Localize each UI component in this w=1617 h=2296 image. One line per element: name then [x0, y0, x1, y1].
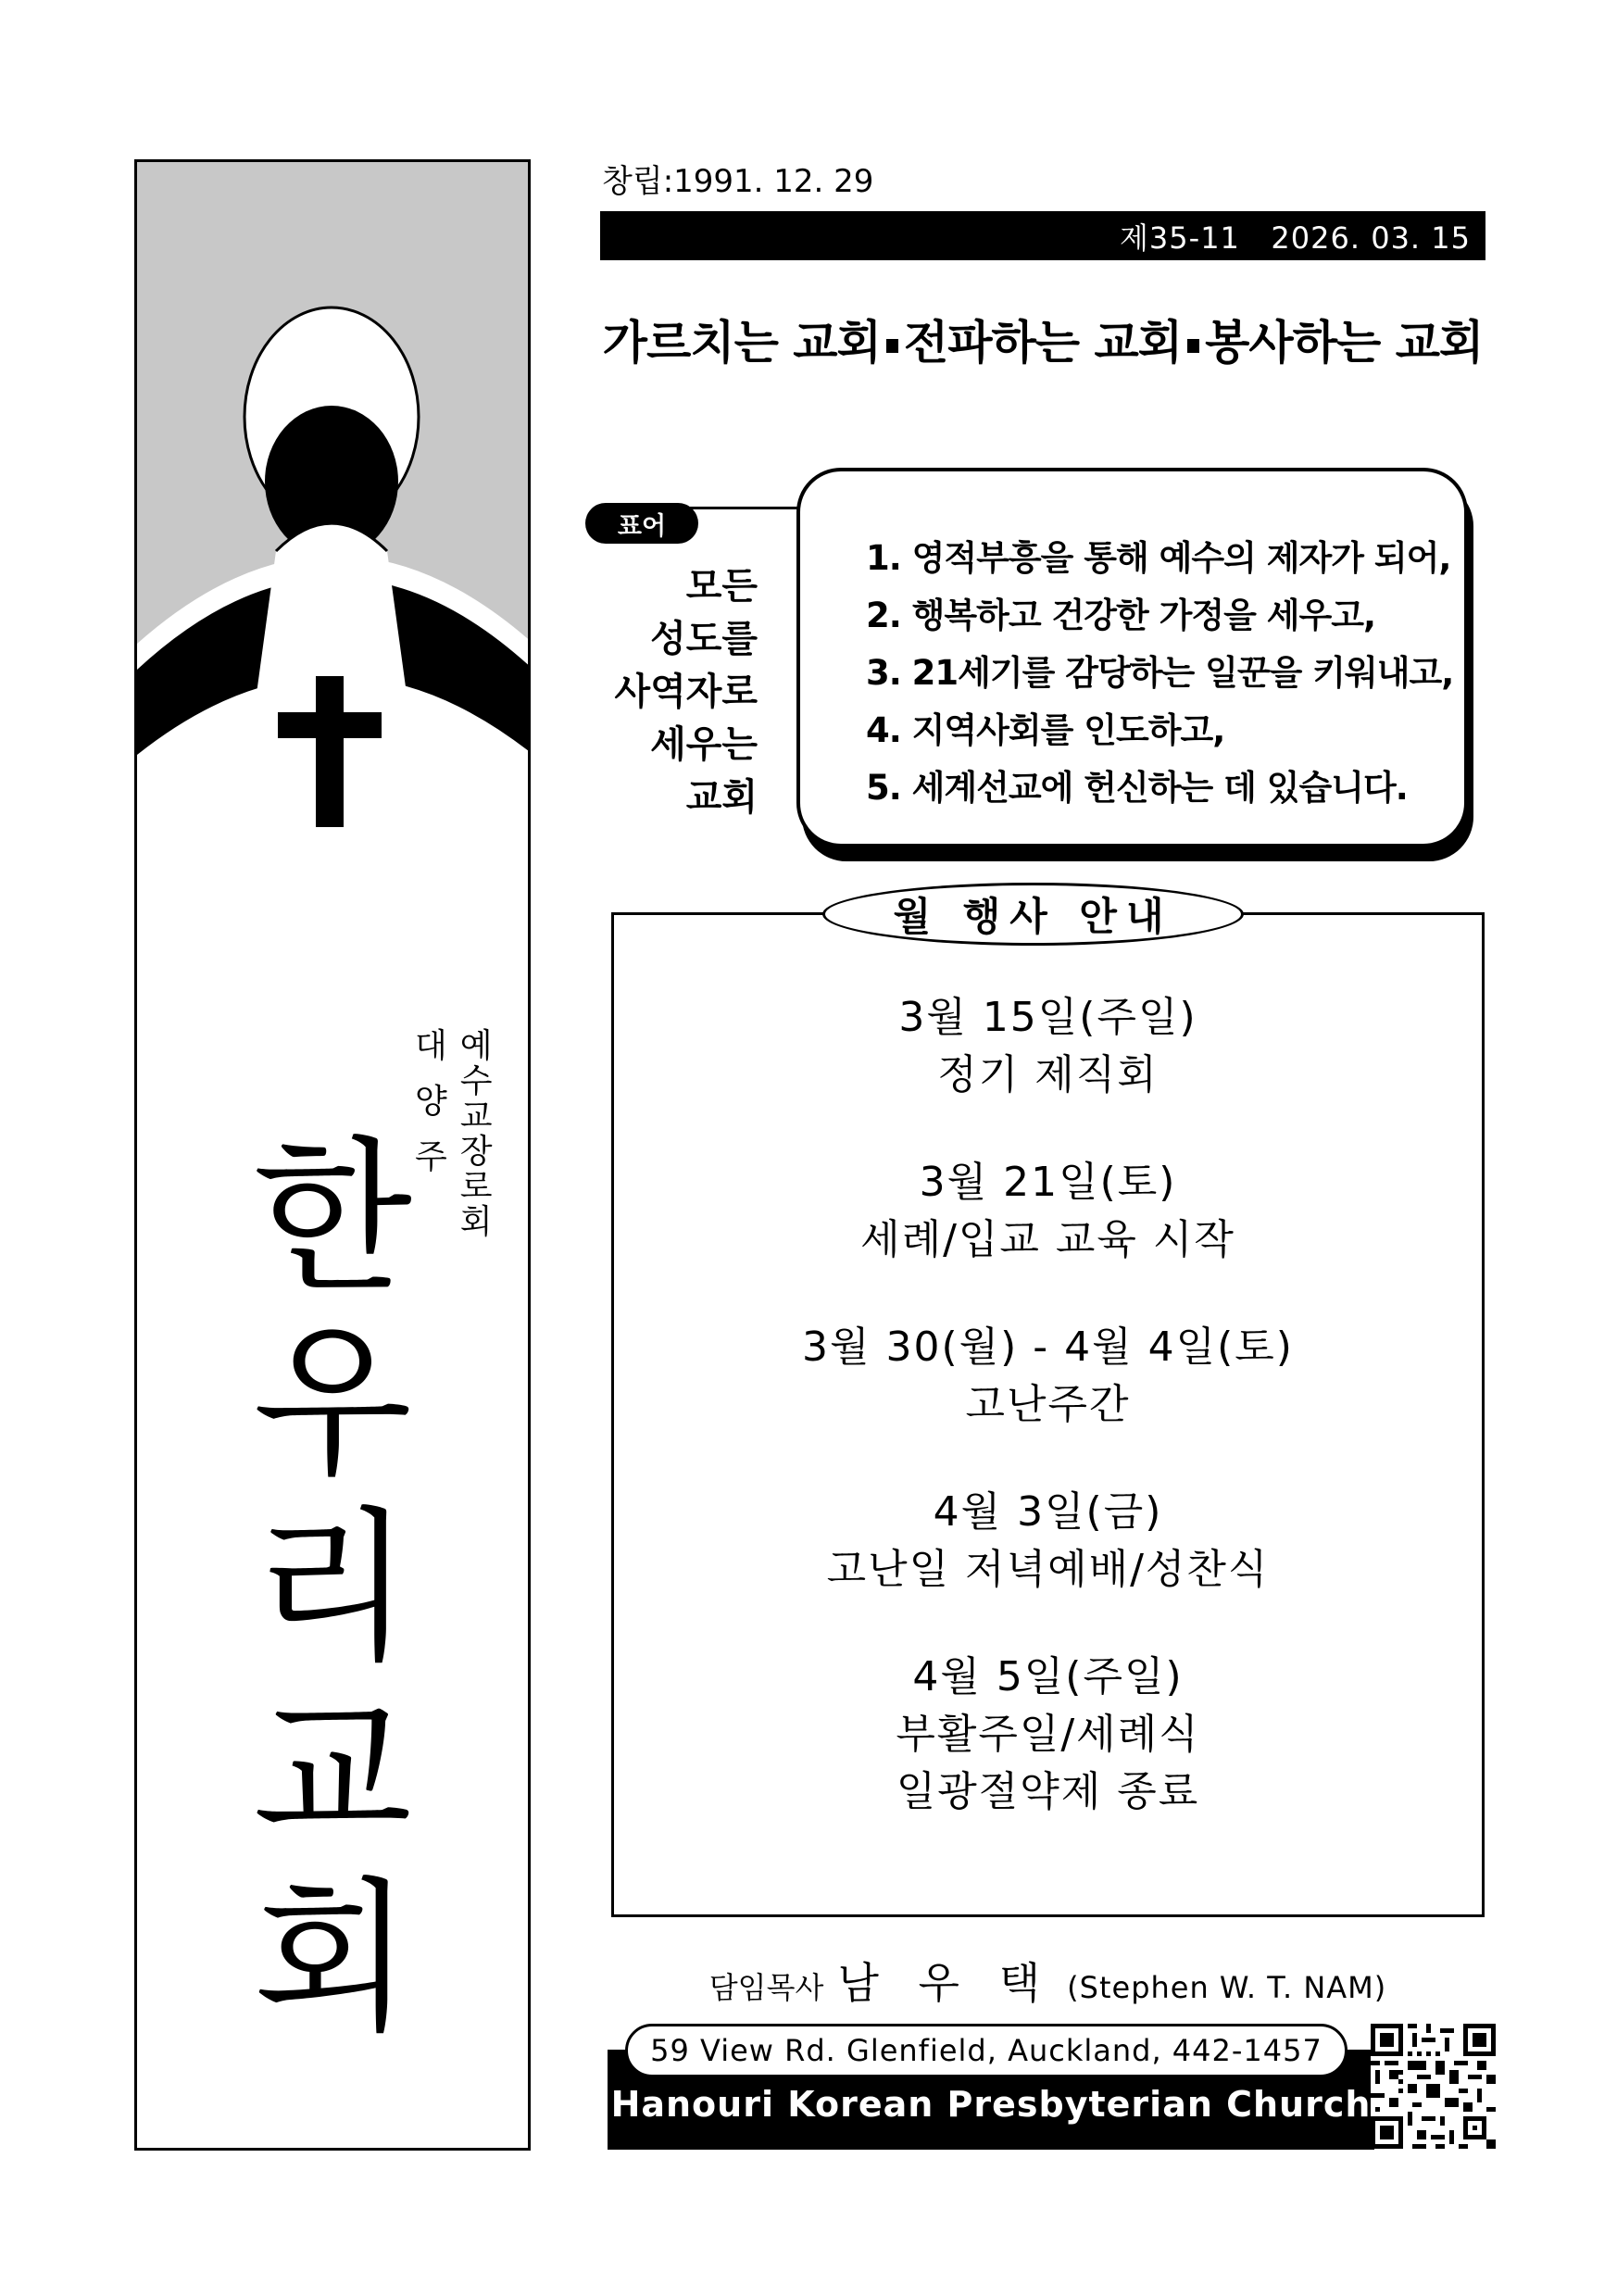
church-motto: [600, 306, 1485, 372]
event-item: [611, 989, 1485, 1104]
divider: [690, 507, 801, 509]
denomination-char: 대: [415, 1027, 447, 1065]
church-name-char: 우: [253, 1307, 412, 1499]
events-list: [611, 989, 1485, 1871]
event-item: [611, 1154, 1485, 1269]
vision-subject-line: 성도를: [650, 618, 758, 660]
events-title: 월 행사 안내: [822, 883, 1244, 946]
issue-number-date: 제35-11 2026. 03. 15: [1120, 220, 1471, 256]
square-bullet-icon: [1187, 339, 1199, 353]
church-name-char: 회: [253, 1863, 412, 2054]
event-date: 3월 15일(주일): [898, 994, 1197, 1041]
pastor-english-name: (Stephen W. T. NAM): [1067, 1970, 1387, 2005]
pastor-line: [611, 1950, 1485, 2011]
qr-code-icon: [1371, 2024, 1496, 2149]
pastor-name: 남 우 택: [837, 1958, 1054, 2008]
church-banner: [134, 159, 531, 2151]
denomination-char: 회: [459, 1203, 493, 1241]
vision-subject-line: 세우는: [650, 723, 758, 766]
denomination-char: 양: [415, 1083, 447, 1121]
event-item: [611, 1484, 1485, 1599]
vision-list: [866, 530, 1453, 817]
vision-subject-line: 교회: [685, 776, 758, 819]
event-description: 정기 제직회: [937, 1051, 1159, 1098]
church-logo: [137, 162, 531, 996]
event-description: 고난주간: [965, 1381, 1131, 1428]
denomination-char: 예: [459, 1027, 493, 1065]
church-name-char: 한: [253, 1122, 412, 1313]
event-description: 일광절약제 종료: [896, 1768, 1200, 1815]
motto-part: 전파하는 교회: [903, 316, 1183, 370]
event-description: 세례/입교 교육 시작: [860, 1216, 1235, 1263]
church-name-char: 교: [253, 1677, 412, 1869]
vision-item: 3. 21세기를 감당하는 일꾼을 키워내고,: [866, 653, 1454, 693]
event-item: [611, 1319, 1485, 1434]
vision-item: 1. 영적부흥을 통해 예수의 제자가 되어,: [866, 538, 1451, 578]
motto-part: 가르치는 교회: [602, 316, 881, 370]
issue-bar: [600, 211, 1485, 260]
church-name-vertical: [137, 1122, 528, 2054]
founded-date: 창립:1991. 12. 29: [602, 163, 874, 200]
vision-item: 5. 세계선교에 헌신하는 데 있습니다.: [866, 768, 1408, 808]
vision-subject: [602, 560, 758, 824]
vision-tag: 표어: [585, 503, 698, 544]
vision-subject-line: 모든: [685, 565, 758, 608]
church-name-char: 리: [253, 1492, 412, 1684]
vision-item: 4. 지역사회를 인도하고,: [866, 710, 1225, 750]
square-bullet-icon: [886, 339, 898, 353]
denomination-char: 주: [415, 1138, 447, 1176]
church-address: 59 View Rd. Glenfield, Auckland, 442-1457: [625, 2024, 1348, 2077]
event-description: 고난일 저녁예배/성찬식: [826, 1546, 1270, 1593]
pastor-role: 담임목사: [708, 1970, 824, 2005]
denomination-char: 수: [459, 1062, 493, 1100]
motto-part: 봉사하는 교회: [1205, 316, 1484, 370]
event-date: 3월 21일(토): [919, 1159, 1177, 1206]
event-description: 부활주일/세례식: [896, 1711, 1200, 1758]
event-item: [611, 1649, 1485, 1821]
event-date: 4월 3일(금): [933, 1488, 1163, 1536]
event-date: 3월 30(월) - 4월 4일(토): [802, 1324, 1294, 1371]
church-english-name: Hanouri Korean Presbyterian Church: [610, 2084, 1372, 2125]
denomination-char: 로: [459, 1168, 493, 1206]
vision-subject-line: 사역자로: [614, 671, 758, 713]
event-date: 4월 5일(주일): [912, 1653, 1184, 1700]
vision-item: 2. 행복하고 건강한 가정을 세우고,: [866, 596, 1376, 635]
denomination-char: 교: [459, 1098, 493, 1135]
denomination-char: 장: [459, 1133, 493, 1171]
